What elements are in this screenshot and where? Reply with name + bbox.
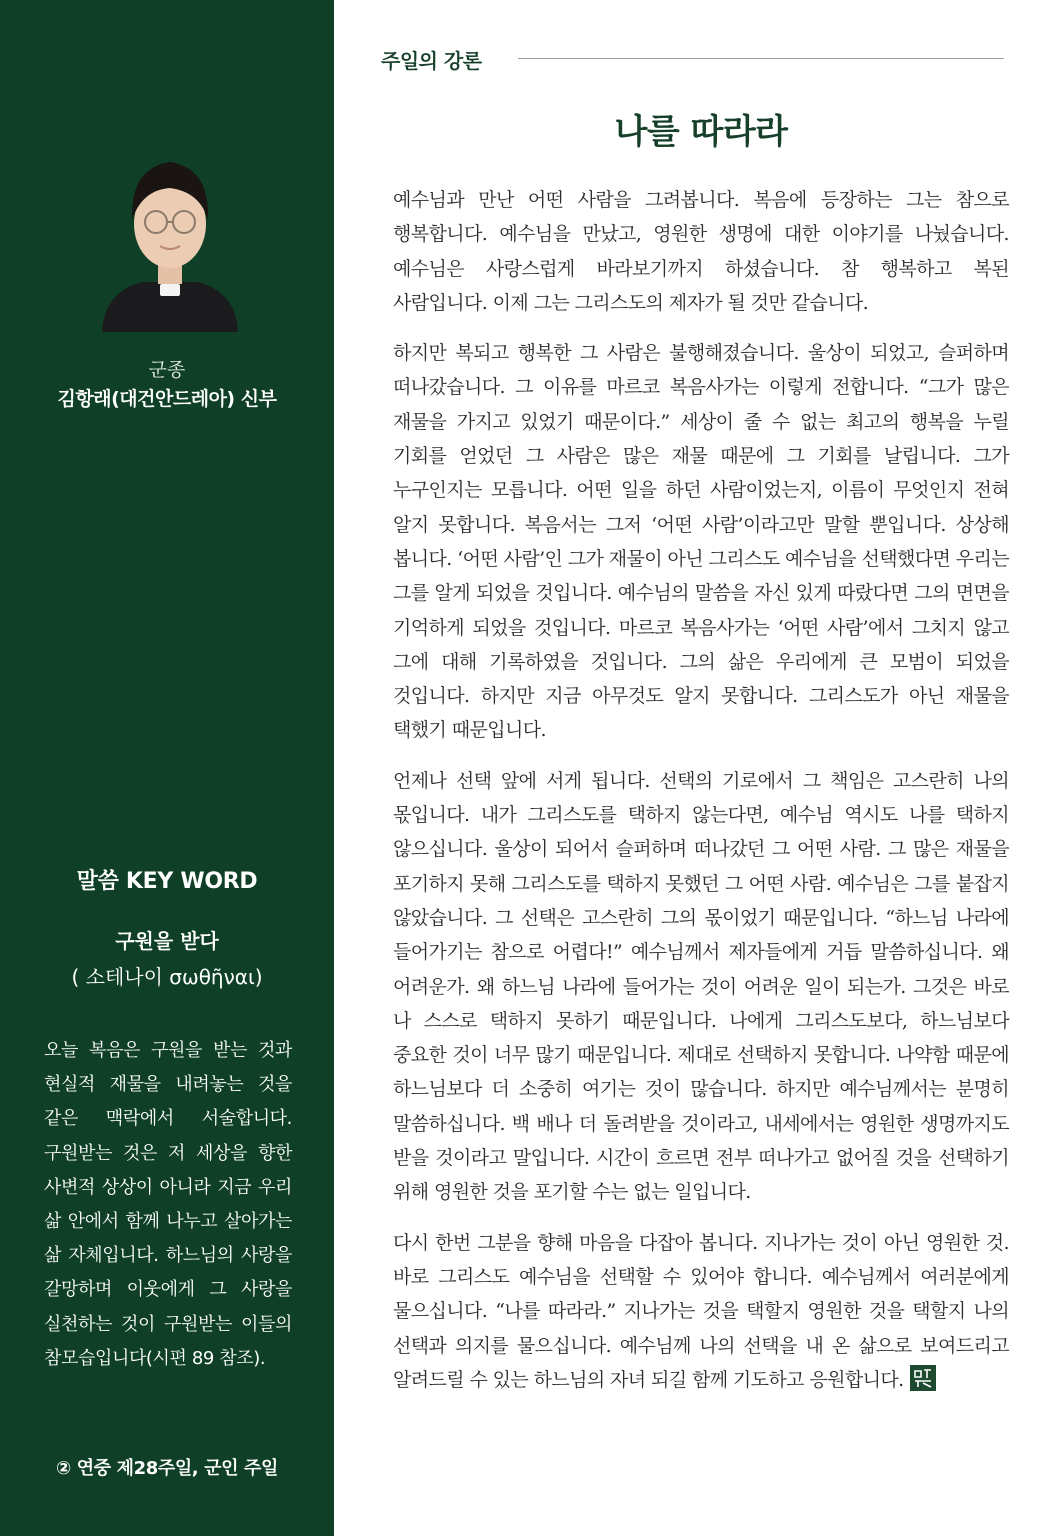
author-portrait (96, 150, 244, 332)
keyword-heading: 말씀 KEY WORD (76, 869, 258, 894)
end-seal-icon (910, 1365, 936, 1391)
page-title: 나를 따라라 (614, 112, 788, 152)
issue-label: ② 연중 제28주일, 군인 주일 (56, 1458, 278, 1479)
homily-body (393, 183, 1009, 1413)
paragraph: 예수님과 만난 어떤 사람을 그려봅니다. 복음에 등장하는 그는 참으로 행복합니다. 예수님을 만났고, 영원한 생명에 대한 이야기를 나눴습니다. 예수님은 사랑스럽게 바라보기까지 하셨습니다. 참 행복하고 복된 사람입니다. 이제 그는 그리스도의 제자가 될 것만 같습니다. (393, 189, 1009, 314)
section-label: 주일의 강론 (381, 49, 482, 73)
keyword-transliteration: ( 소테나이 σωθῆναι) (71, 965, 263, 989)
sidebar (0, 0, 334, 1536)
keyword-word: 구원을 받다 (115, 929, 219, 953)
paragraph: 하지만 복되고 행복한 그 사람은 불행해졌습니다. 울상이 되었고, 슬퍼하며 떠나갔습니다. 그 이유를 마르코 복음사가는 이렇게 전합니다. “그가 많은 재물을 가지고 있었기 때문이다.” 세상이 줄 수 없는 최고의 행복을 누릴 기회를 얻었던 그 사람은 많은 재물 때문에 그 기회를 날립니다. 그가 누구인지는 모릅니다. 어떤 일을 하던 사람이었는지, 이름이 무엇인지 전혀 알지 못합니다. 복음서는 그저 ‘어떤 사람’이라고만 말할 뿐입니다. 상상해 봅니다. ‘어떤 사람’인 그가 재물이 아닌 그리스도 예수님을 선택했다면 우리는 그를 알게 되었을 것입니다. 예수님의 말씀을 자신 있게 따랐다면 그의 면면을 기억하게 되었을 것입니다. 마르코 복음사가는 ‘어떤 사람’에서 그치지 않고 그에 대해 기록하였을 것입니다. 그의 삶은 우리에게 큰 모범이 되었을 것입니다. 하지만 지금 아무것도 알지 못합니다. 그리스도가 아닌 재물을 택했기 때문입니다. (393, 342, 1009, 742)
paragraph (393, 1226, 1009, 1397)
paragraph: 언제나 선택 앞에 서게 됩니다. 선택의 기로에서 그 책임은 고스란히 나의 몫입니다. 내가 그리스도를 택하지 않는다면, 예수님 역시도 나를 택하지 않으십니다. 울상이 되어서 슬퍼하며 떠나갔던 그 어떤 사람. 그 많은 재물을 포기하지 못해 그리스도를 택하지 못했던 그 어떤 사람. 예수님은 그를 붙잡지 않았습니다. 그 선택은 고스란히 그의 몫이었기 때문입니다. “하느님 나라에 들어가기는 참으로 어렵다!” 예수님께서 제자들에게 거듭 말씀하십니다. 왜 어려운가. 왜 하느님 나라에 들어가는 것이 어려운 일이 되는가. 그것은 바로 나 스스로 택하지 못하기 때문입니다. 나에게 그리스도보다, 하느님보다 중요한 것이 너무 많기 때문입니다. 제대로 선택하지 못합니다. 나약함 때문에 하느님보다 더 소중히 여기는 것이 많습니다. 하지만 예수님께서는 분명히 말씀하십니다. 백 배나 더 돌려받을 것이라고, 내세에서는 영원한 생명까지도 받을 것이라고 말입니다. 시간이 흐르면 전부 떠나가고 없어질 것을 선택하기 위해 영원한 것을 포기할 수는 없는 일입니다. (393, 769, 1009, 1204)
paragraph-text: 다시 한번 그분을 향해 마음을 다잡아 봅니다. 지나가는 것이 아닌 영원한 것. 바로 그리스도 예수님을 선택할 수 있어야 합니다. 예수님께서 여러분에게 물으십니다. “나를 따라라.” 지나가는 것을 택할지 영원한 것을 택할지 나의 선택과 의지를 물으십니다. 예수님께 나의 선택을 내 온 삶으로 보여드리고 알려드릴 수 있는 하느님의 자녀 되길 함께 기도하고 응원합니다. (393, 1231, 1009, 1391)
section-divider (518, 58, 1004, 59)
author-role: 군종 (148, 359, 186, 381)
author-name: 김항래(대건안드레아) 신부 (57, 388, 277, 410)
keyword-description: 오늘 복음은 구원을 받는 것과 현실적 재물을 내려놓는 것을 같은 맥락에서 서술합니다. 구원받는 것은 저 세상을 향한 사변적 상상이 아니라 지금 우리 삶 안에서 함께 나누고 살아가는 삶 자체입니다. 하느님의 사랑을 갈망하며 이웃에게 그 사랑을 실천하는 것이 구원받는 이들의 참모습입니다(시편 89 참조). (44, 1040, 292, 1369)
